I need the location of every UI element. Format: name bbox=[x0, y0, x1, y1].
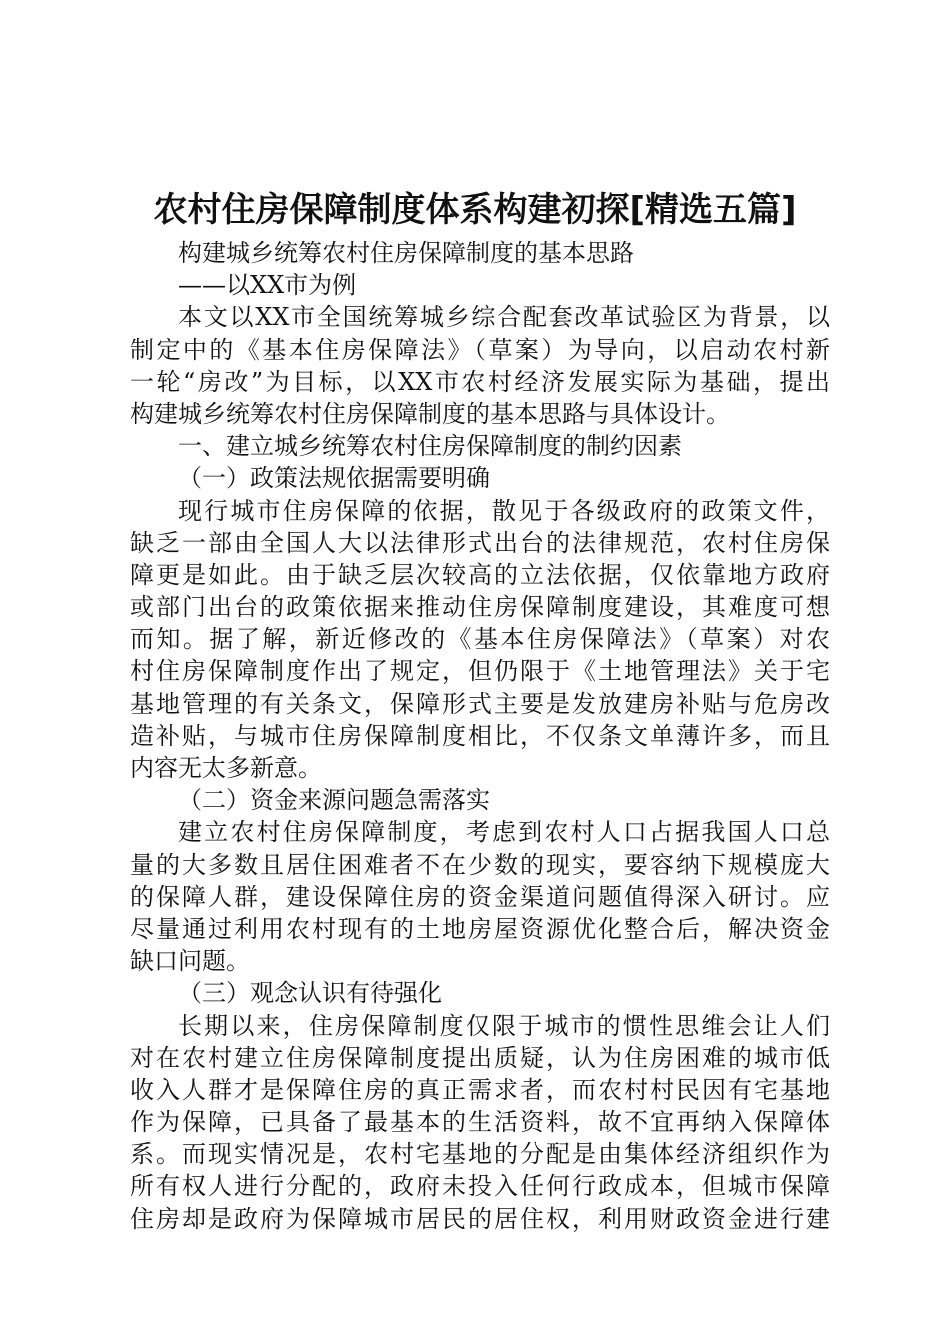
paragraph-line: 作为保障，已具备了最基本的生活资料，故不宜再纳入保障体 bbox=[130, 1108, 830, 1137]
paragraph-line: 收入人群才是保障住房的真正需求者，而农村村民因有宅基地 bbox=[130, 1075, 830, 1104]
paragraph-line: ——以XX市为例 bbox=[178, 271, 357, 300]
paragraph-line: 障更是如此。由于缺乏层次较高的立法依据，仅依靠地方政府 bbox=[130, 560, 830, 589]
paragraph-line: 构建城乡统筹农村住房保障制度的基本思路与具体设计。 bbox=[130, 399, 730, 428]
document-title: 农村住房保障制度体系构建初探[精选五篇] bbox=[153, 190, 797, 230]
paragraph-line: （三）观念认识有待强化 bbox=[178, 979, 442, 1008]
paragraph-line: 所有权人进行分配的，政府未投入任何行政成本，但城市保障 bbox=[130, 1172, 830, 1201]
paragraph-line: 缺乏一部由全国人大以法律形式出台的法律规范，农村住房保 bbox=[130, 528, 830, 557]
paragraph-line: 制定中的《基本住房保障法》（草案）为导向，以启动农村新 bbox=[130, 335, 830, 364]
paragraph-line: 构建城乡统筹农村住房保障制度的基本思路 bbox=[178, 239, 634, 267]
paragraph-line: 建立农村住房保障制度，考虑到农村人口占据我国人口总 bbox=[178, 818, 830, 847]
paragraph-line: 本文以XX市全国统筹城乡综合配套改革试验区为背景，以 bbox=[178, 303, 830, 332]
paragraph-line: 尽量通过利用农村现有的土地房屋资源优化整合后，解决资金 bbox=[130, 914, 830, 943]
paragraph-line: 对在农村建立住房保障制度提出质疑，认为住房困难的城市低 bbox=[130, 1043, 830, 1072]
paragraph-line: 量的大多数且居住困难者不在少数的现实，要容纳下规模庞大 bbox=[130, 850, 830, 879]
paragraph-line: 系。而现实情况是，农村宅基地的分配是由集体经济组织作为 bbox=[130, 1140, 830, 1169]
document-body bbox=[130, 237, 830, 1235]
paragraph-line: 或部门出台的政策依据来推动住房保障制度建设，其难度可想 bbox=[130, 593, 830, 622]
paragraph-line: 长期以来，住房保障制度仅限于城市的惯性思维会让人们 bbox=[178, 1011, 830, 1040]
paragraph-line: 基地管理的有关条文，保障形式主要是发放建房补贴与危房改 bbox=[130, 689, 830, 718]
paragraph-line: 一、建立城乡统筹农村住房保障制度的制约因素 bbox=[178, 432, 682, 461]
paragraph-line: 而知。据了解，新近修改的《基本住房保障法》（草案）对农 bbox=[130, 625, 830, 654]
paragraph-line: 现行城市住房保障的依据，散见于各级政府的政策文件， bbox=[178, 496, 830, 525]
paragraph-line: 的保障人群，建设保障住房的资金渠道问题值得深入研讨。应 bbox=[130, 882, 830, 911]
paragraph-line: 一轮“房改”为目标，以XX市农村经济发展实际为基础，提出 bbox=[130, 367, 830, 396]
paragraph-line: 造补贴，与城市住房保障制度相比，不仅条文单薄许多，而且 bbox=[130, 721, 830, 750]
paragraph-line: （二）资金来源问题急需落实 bbox=[178, 786, 490, 815]
paragraph-line: 村住房保障制度作出了规定，但仍限于《土地管理法》关于宅 bbox=[130, 657, 830, 686]
paragraph-line: 内容无太多新意。 bbox=[130, 754, 322, 782]
paragraph-line: 缺口问题。 bbox=[130, 947, 250, 976]
paragraph-line: （一）政策法规依据需要明确 bbox=[178, 464, 490, 493]
paragraph-line: 住房却是政府为保障城市居民的居住权，利用财政资金进行建 bbox=[130, 1204, 830, 1233]
